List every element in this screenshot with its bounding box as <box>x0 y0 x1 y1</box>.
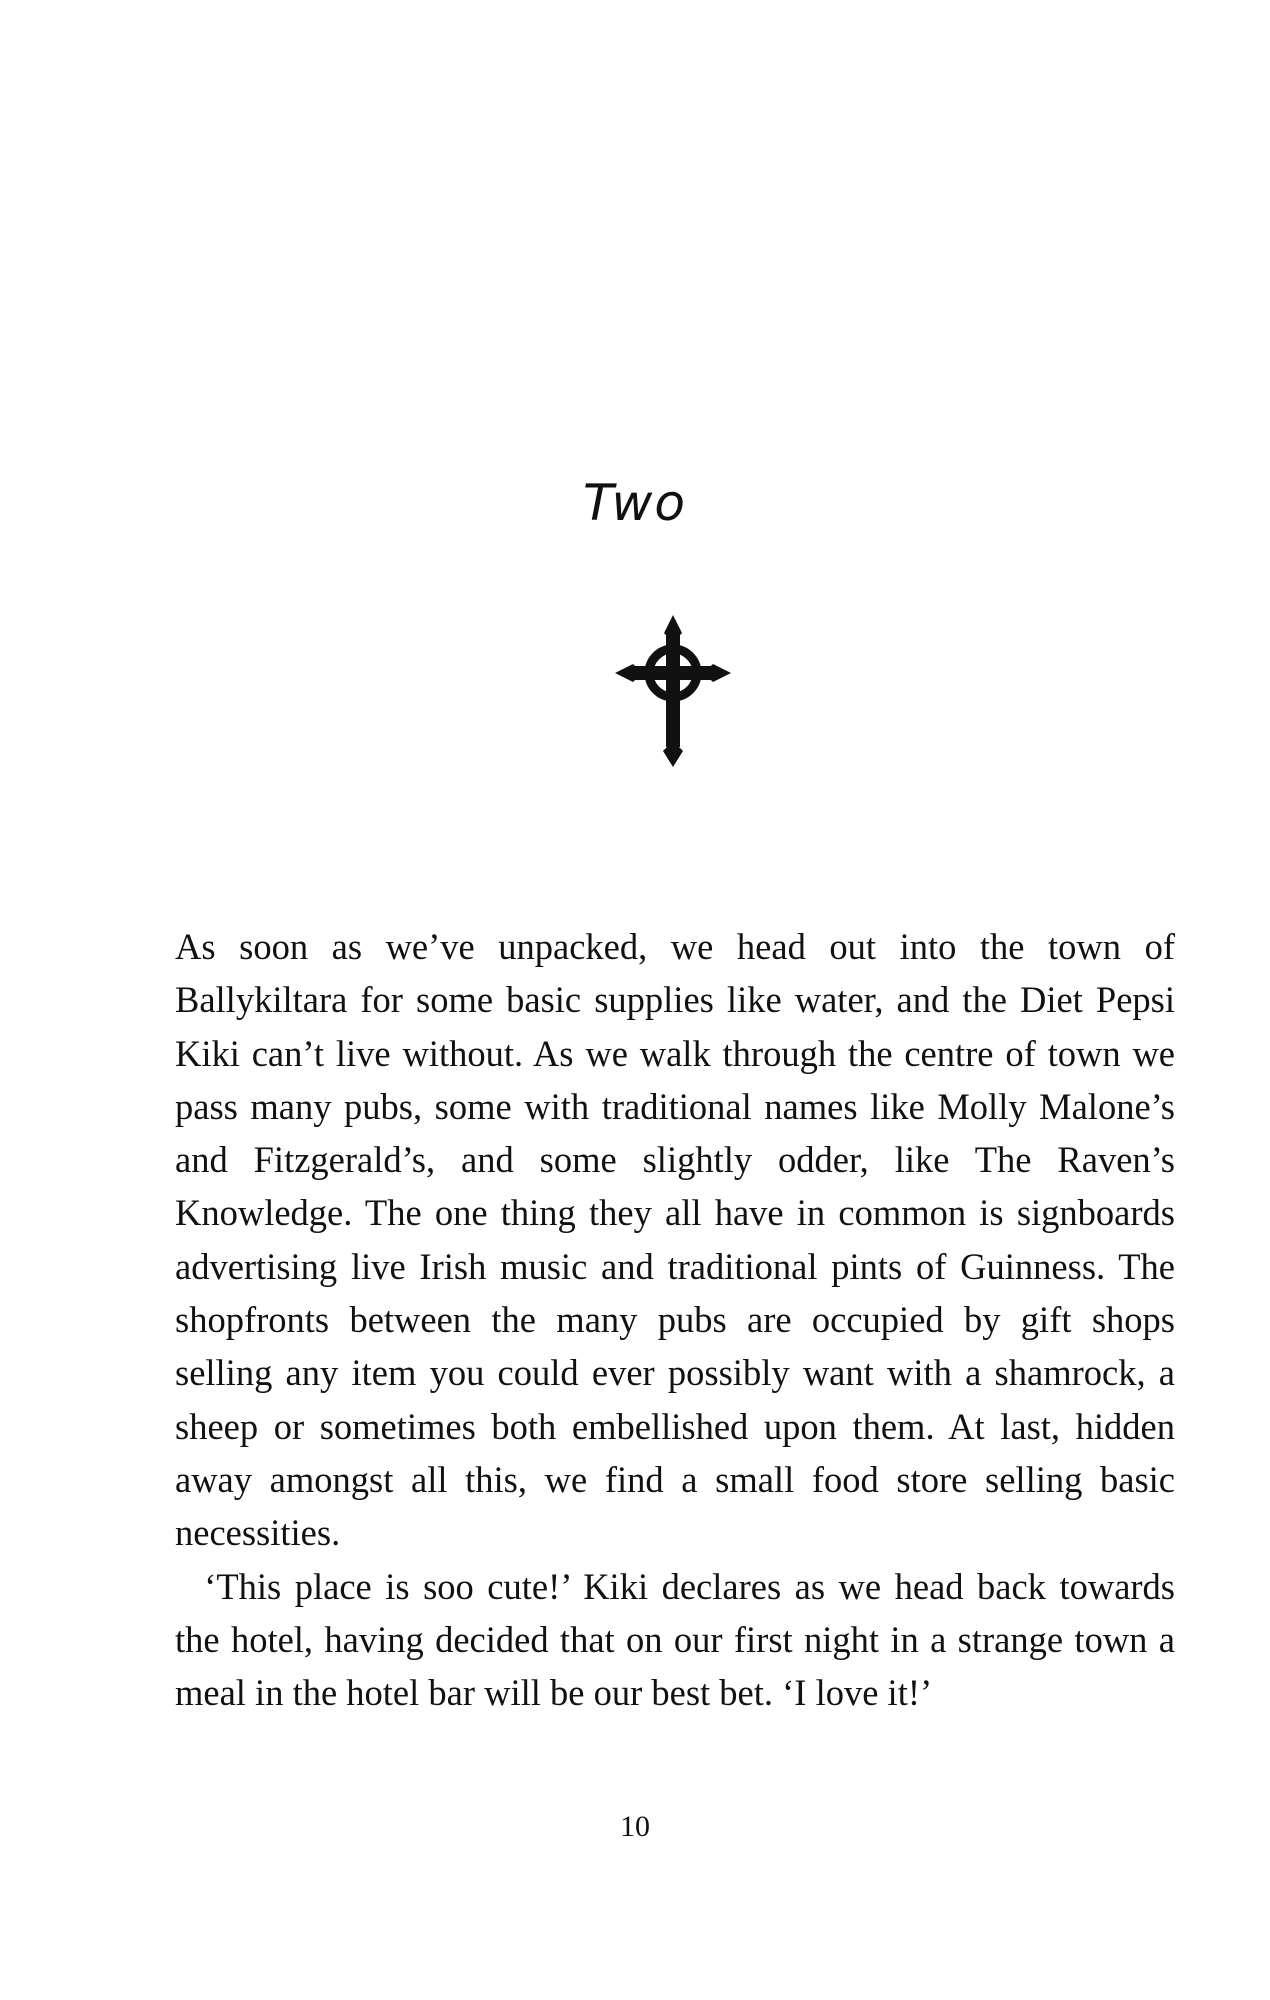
paragraph: As soon as we’ve unpacked, we head out into the town of Ballykiltara for some basic supplies like water, and the Diet Pepsi Kiki can’t live without. As we walk through the centre of town we pass many pubs, some with traditional names like Molly Malone’s and Fitzgerald’s, and some slightly odder, like The Raven’s Knowledge. The one thing they all have in common is signboards advertising live Irish music and traditional pints of Guinness. The shopfronts between the many pubs are occupied by gift shops selling any item you could ever possibly want with a shamrock, a sheep or sometimes both embellished upon them. At last, hidden away amongst all this, we find a small food store selling basic necessities. <box>175 926 1175 1554</box>
page-number: 10 <box>620 1810 650 1843</box>
celtic-cross-icon <box>615 615 731 767</box>
chapter-body <box>175 920 1175 1719</box>
paragraph: ‘This place is soo cute!’ Kiki declares as we head back towards the hotel, having decided that on our first night in a strange town a meal in the hotel bar will be our best bet. ‘I love it!’ <box>175 1565 1175 1714</box>
chapter-title: Two <box>583 474 687 532</box>
